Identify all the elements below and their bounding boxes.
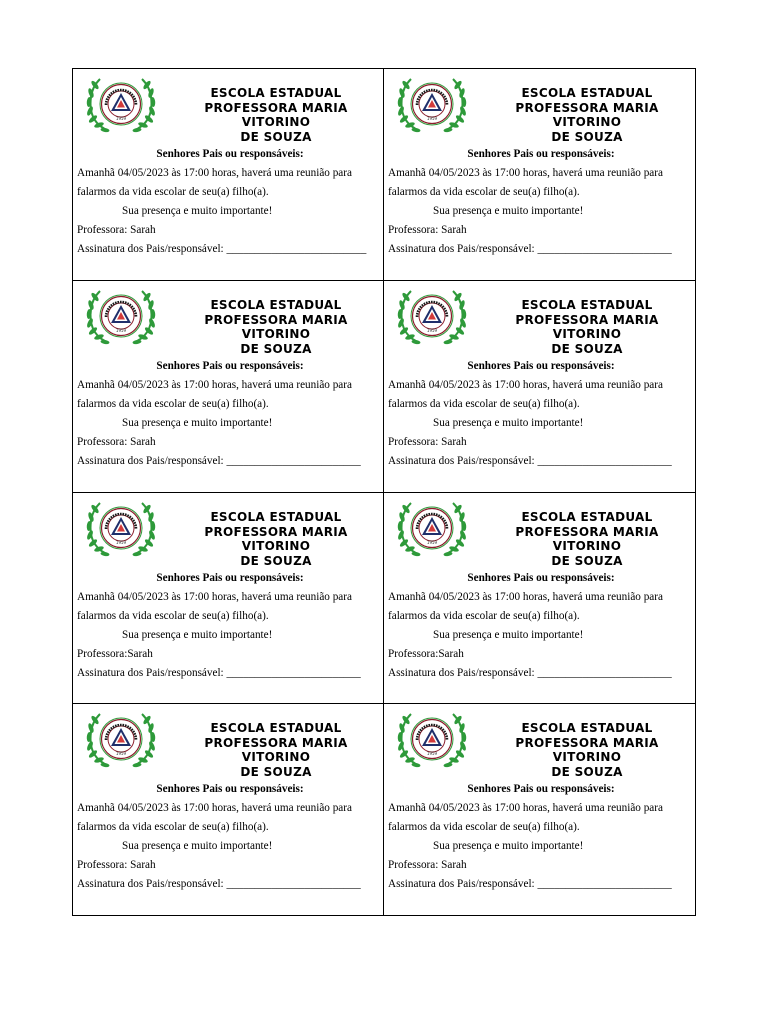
greeting: Senhores Pais ou responsáveis: [156,148,304,160]
meeting-notice-line: falarmos da vida escolar de seu(a) filho(a). [77,186,269,198]
school-name [482,510,692,568]
meeting-notice-line: Amanhã 04/05/2023 às 17:00 horas, haverá uma reunião para [388,591,663,603]
school-name-line: PROFESSORA MARIA VITORINO [515,100,659,129]
presence-note: Sua presença e muito importante! [433,205,584,217]
school-logo [394,499,470,559]
school-name-line: ESCOLA ESTADUAL [210,510,342,524]
school-name-line: PROFESSORA MARIA VITORINO [204,100,348,129]
school-name [171,86,381,144]
meeting-notice-line: Amanhã 04/05/2023 às 17:00 horas, haverá uma reunião para [77,167,352,179]
meeting-notice [388,799,692,837]
greeting: Senhores Pais ou responsáveis: [156,783,304,795]
school-name-line: DE SOUZA [551,341,623,356]
logo-year: 1959 [426,116,438,121]
greeting: Senhores Pais ou responsáveis: [467,148,615,160]
teacher-name: Professora: Sarah [77,436,156,448]
teacher-name: Professora: Sarah [77,859,156,871]
signature-line: Assinatura dos Pais/responsável: _________________________ [77,243,367,255]
greeting: Senhores Pais ou responsáveis: [156,360,304,372]
school-name-line: ESCOLA ESTADUAL [521,721,653,735]
invitation-body [388,780,692,894]
signature-line: Assinatura dos Pais/responsável: ________________________ [77,667,361,679]
meeting-notice-line: Amanhã 04/05/2023 às 17:00 horas, haverá uma reunião para [77,802,352,814]
logo-year: 1959 [426,328,438,333]
invitation-body [77,357,381,471]
school-name [171,298,381,356]
school-name [482,721,692,779]
teacher-name: Professora: Sarah [388,224,467,236]
school-name-line: PROFESSORA MARIA VITORINO [515,312,659,341]
meeting-notice-line: falarmos da vida escolar de seu(a) filho(a). [388,610,580,622]
invitation-card [73,69,384,281]
signature-line: Assinatura dos Pais/responsável: ________________________ [388,455,672,467]
school-name-line: ESCOLA ESTADUAL [210,721,342,735]
school-logo [394,75,470,135]
school-logo [83,75,159,135]
school-name-line: ESCOLA ESTADUAL [521,86,653,100]
meeting-notice [388,376,692,414]
meeting-notice-line: Amanhã 04/05/2023 às 17:00 horas, haverá uma reunião para [388,167,663,179]
signature-line: Assinatura dos Pais/responsável: ________________________ [77,878,361,890]
logo-year: 1959 [115,540,127,545]
teacher-name: Professora:Sarah [77,648,153,660]
school-name-line: DE SOUZA [551,764,623,779]
school-name-line: DE SOUZA [240,341,312,356]
signature-line: Assinatura dos Pais/responsável: ________________________ [77,455,361,467]
school-name [482,298,692,356]
meeting-notice [388,164,692,202]
signature-line: Assinatura dos Pais/responsável: ________________________ [388,667,672,679]
invitation-body [77,780,381,894]
school-logo [83,710,159,770]
meeting-notice-line: Amanhã 04/05/2023 às 17:00 horas, haverá uma reunião para [388,802,663,814]
logo-year: 1959 [426,540,438,545]
presence-note: Sua presença e muito importante! [433,417,584,429]
school-name-line: PROFESSORA MARIA VITORINO [204,735,348,764]
presence-note: Sua presença e muito importante! [433,840,584,852]
meeting-notice-line: falarmos da vida escolar de seu(a) filho(a). [77,610,269,622]
meeting-notice-line: falarmos da vida escolar de seu(a) filho(a). [388,821,580,833]
invitation-card [73,281,384,493]
school-name-line: DE SOUZA [240,553,312,568]
school-name [171,721,381,779]
school-name [171,510,381,568]
presence-note: Sua presença e muito importante! [122,417,273,429]
school-logo [83,287,159,347]
greeting: Senhores Pais ou responsáveis: [467,572,615,584]
signature-line: Assinatura dos Pais/responsável: ________________________ [388,243,672,255]
teacher-name: Professora: Sarah [388,436,467,448]
meeting-notice-line: falarmos da vida escolar de seu(a) filho(a). [77,821,269,833]
school-name-line: DE SOUZA [240,129,312,144]
logo-year: 1959 [115,328,127,333]
logo-year: 1959 [115,751,127,756]
school-name [482,86,692,144]
meeting-notice [388,588,692,626]
school-logo [83,499,159,559]
school-name-line: ESCOLA ESTADUAL [210,86,342,100]
invitation-card [73,704,384,915]
invitation-card [73,493,384,704]
invitation-sheet [72,68,696,916]
school-name-line: DE SOUZA [551,129,623,144]
invitation-card [384,493,695,704]
logo-year: 1959 [426,751,438,756]
signature-line: Assinatura dos Pais/responsável: ________________________ [388,878,672,890]
school-name-line: PROFESSORA MARIA VITORINO [204,312,348,341]
meeting-notice-line: Amanhã 04/05/2023 às 17:00 horas, haverá uma reunião para [77,379,352,391]
invitation-body [388,357,692,471]
greeting: Senhores Pais ou responsáveis: [467,783,615,795]
greeting: Senhores Pais ou responsáveis: [156,572,304,584]
meeting-notice-line: falarmos da vida escolar de seu(a) filho(a). [388,186,580,198]
invitation-body [77,569,381,683]
meeting-notice [77,376,381,414]
school-name-line: ESCOLA ESTADUAL [521,298,653,312]
school-name-line: PROFESSORA MARIA VITORINO [515,735,659,764]
teacher-name: Professora: Sarah [77,224,156,236]
meeting-notice-line: falarmos da vida escolar de seu(a) filho(a). [388,398,580,410]
invitation-card [384,704,695,915]
invitation-card [384,281,695,493]
presence-note: Sua presença e muito importante! [433,629,584,641]
school-name-line: ESCOLA ESTADUAL [210,298,342,312]
school-name-line: PROFESSORA MARIA VITORINO [515,524,659,553]
school-logo [394,710,470,770]
greeting: Senhores Pais ou responsáveis: [467,360,615,372]
school-name-line: DE SOUZA [240,764,312,779]
school-name-line: DE SOUZA [551,553,623,568]
meeting-notice-line: Amanhã 04/05/2023 às 17:00 horas, haverá uma reunião para [77,591,352,603]
invitation-card [384,69,695,281]
meeting-notice [77,799,381,837]
meeting-notice [77,164,381,202]
school-name-line: PROFESSORA MARIA VITORINO [204,524,348,553]
invitation-body [388,569,692,683]
invitation-body [388,145,692,259]
teacher-name: Professora: Sarah [388,859,467,871]
school-name-line: ESCOLA ESTADUAL [521,510,653,524]
presence-note: Sua presença e muito importante! [122,840,273,852]
presence-note: Sua presença e muito importante! [122,629,273,641]
invitation-body [77,145,381,259]
presence-note: Sua presença e muito importante! [122,205,273,217]
logo-year: 1959 [115,116,127,121]
teacher-name: Professora:Sarah [388,648,464,660]
school-logo [394,287,470,347]
meeting-notice [77,588,381,626]
meeting-notice-line: falarmos da vida escolar de seu(a) filho(a). [77,398,269,410]
meeting-notice-line: Amanhã 04/05/2023 às 17:00 horas, haverá uma reunião para [388,379,663,391]
